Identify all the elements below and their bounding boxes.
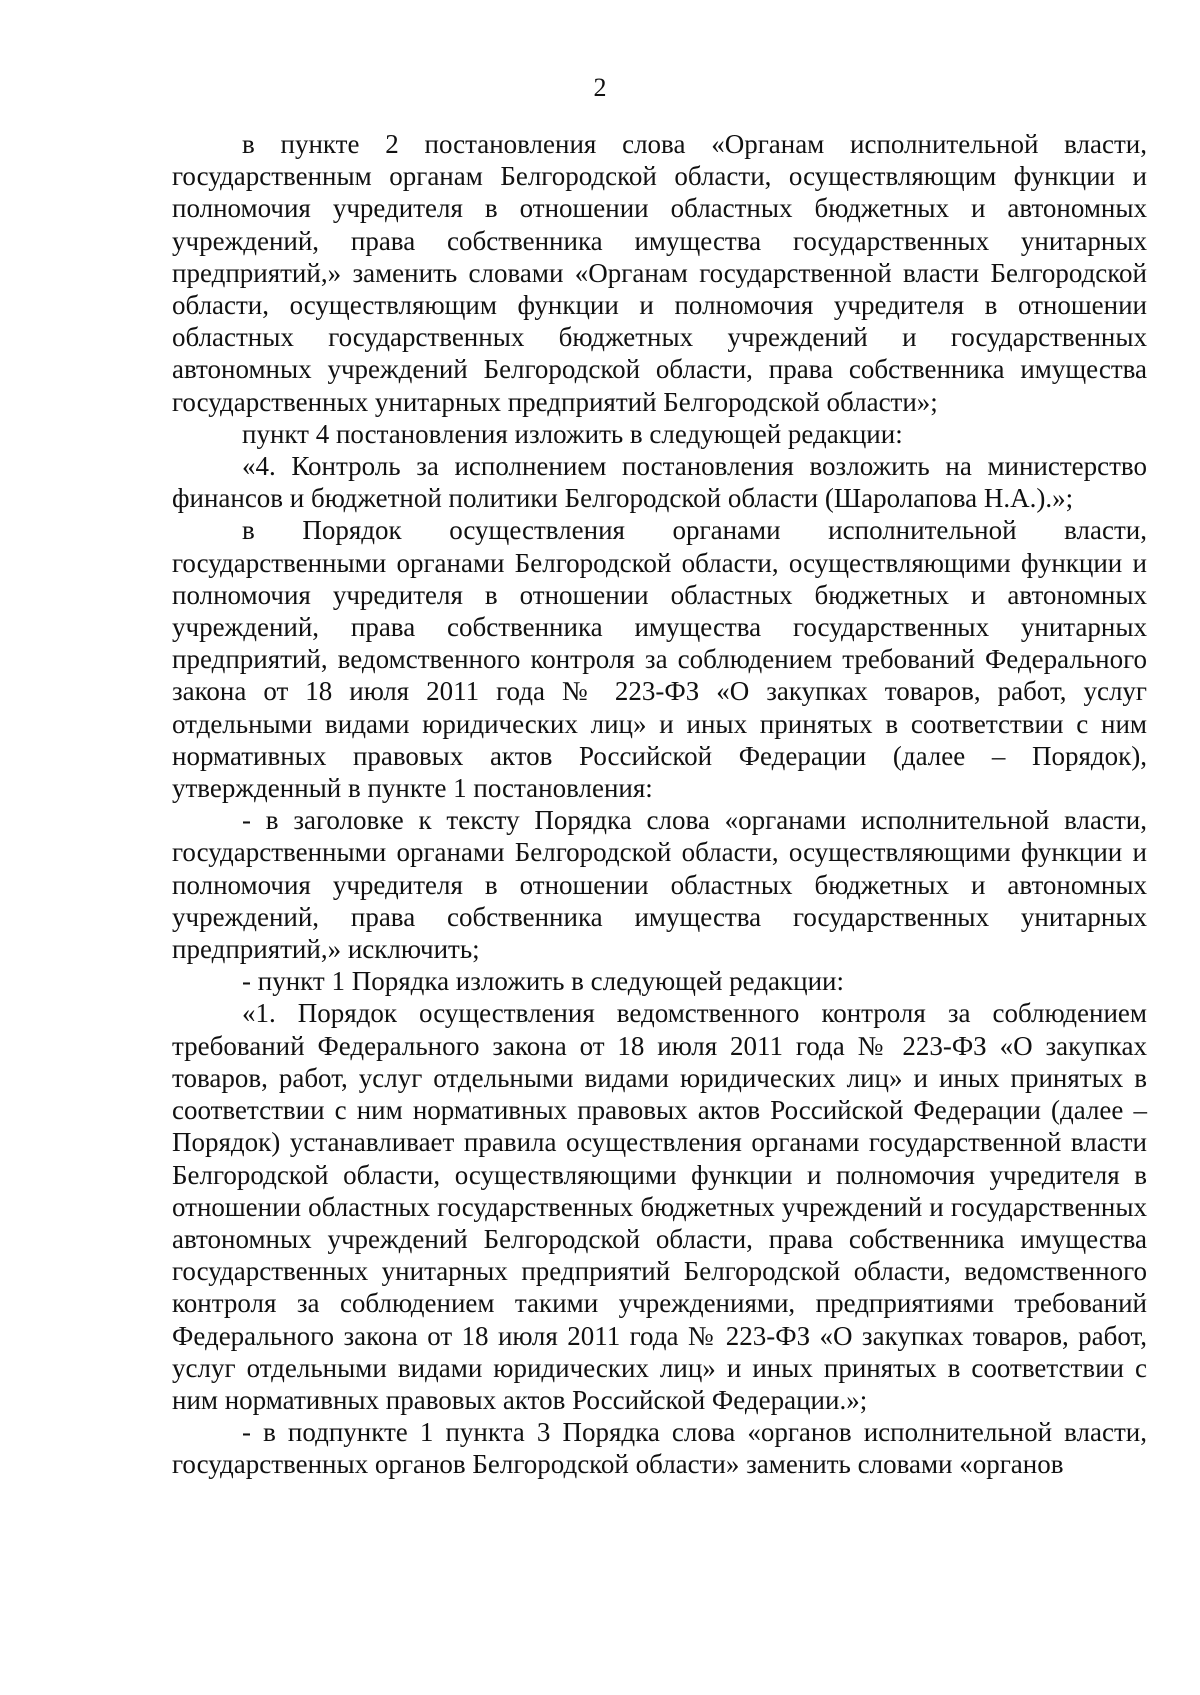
- paragraph-procedure-amendments: в Порядок осуществления органами исполнительной власти, государственными органами Белгородской области, осуществляющими функции и полномочия учредителя в отношении областных бюджетных и автономных учреждений, права собственника имущества государственных унитарных предприятий, ведомственного контроля за соблюдением требований Федерального закона от 18 июля 2011 года № 223-ФЗ «О закупках товаров, работ, услуг отдельными видами юридических лиц» и иных принятых в соответствии с ним нормативных правовых актов Российской Федерации (далее – Порядок), утвержденный в пункте 1 постановления:: [172, 515, 1147, 804]
- document-body: [172, 128, 1147, 1481]
- paragraph-procedure-point-1-intro: - пункт 1 Порядка изложить в следующей редакции:: [242, 966, 844, 997]
- paragraph-procedure-point-1-text: «1. Порядок осуществления ведомственного контроля за соблюдением требований Федерального закона от 18 июля 2011 года № 223-ФЗ «О закупках товаров, работ, услуг отдельными видами юридических лиц» и иных принятых в соответствии с ним нормативных правовых актов Российской Федерации (далее – Порядок) устанавливает правила осуществления органами государственной власти Белгородской области, осуществляющими функции и полномочия учредителя в отношении областных государственных бюджетных учреждений и государственных автономных учреждений Белгородской области, права собственника имущества государственных унитарных предприятий Белгородской области, ведомственного контроля за соблюдением такими учреждениями, предприятиями требований Федерального закона от 18 июля 2011 года № 223-ФЗ «О закупках товаров, работ, услуг отдельными видами юридических лиц» и иных принятых в соответствии с ним нормативных правовых актов Российской Федерации.»;: [172, 998, 1147, 1415]
- paragraph-point-4-intro: пункт 4 постановления изложить в следующей редакции:: [242, 418, 903, 449]
- paragraph-procedure-title-change: - в заголовке к тексту Порядка слова «органами исполнительной власти, государственными органами Белгородской области, осуществляющими функции и полномочия учредителя в отношении областных бюджетных и автономных учреждений, права собственника имущества государственных унитарных предприятий,» исключить;: [172, 805, 1147, 965]
- page-number: 2: [593, 73, 607, 102]
- paragraph-amend-point-2: в пункте 2 постановления слова «Органам исполнительной власти, государственным органам Белгородской области, осуществляющим функции и полномочия учредителя в отношении областных бюджетных и автономных учреждений, права собственника имущества государственных унитарных предприятий,» заменить словами «Органам государственной власти Белгородской области, осуществляющим функции и полномочия учредителя в отношении областных государственных бюджетных учреждений и государственных автономных учреждений Белгородской области, права собственника имущества государственных унитарных предприятий Белгородской области»;: [172, 129, 1147, 417]
- paragraph-point-4-text: «4. Контроль за исполнением постановления возложить на министерство финансов и бюджетной политики Белгородской области (Шаролапова Н.А.).»;: [172, 451, 1147, 514]
- paragraph-procedure-point-3-change: - в подпункте 1 пункта 3 Порядка слова «органов исполнительной власти, государственных органов Белгородской области» заменить словами «органов: [172, 1417, 1147, 1480]
